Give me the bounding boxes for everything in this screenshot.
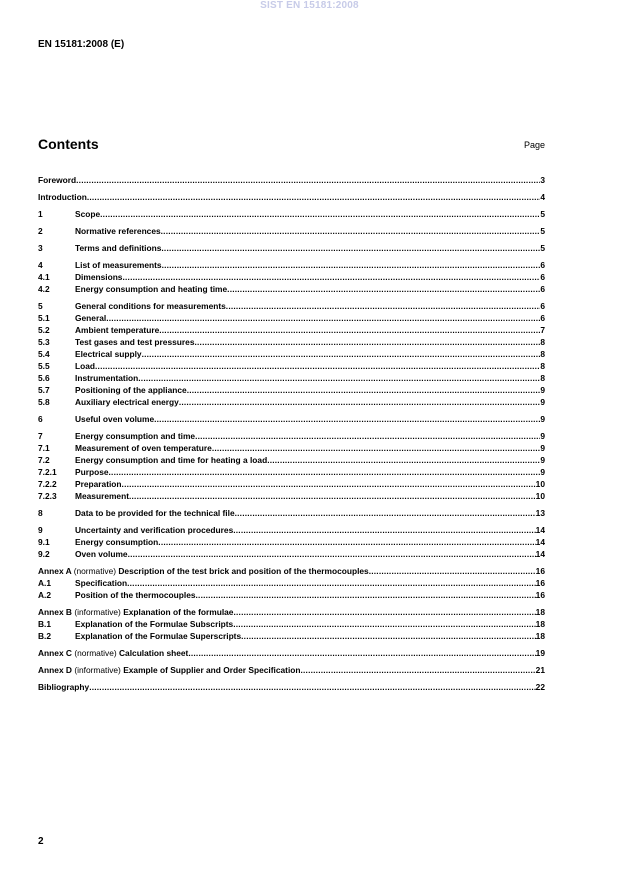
toc-dot-leader	[195, 430, 540, 442]
toc-dot-leader	[138, 372, 540, 384]
toc-entry-title: Electrical supply	[75, 349, 142, 359]
toc-entry-number: 5.7	[38, 385, 50, 395]
toc-entry-title: Auxiliary electrical energy	[75, 397, 179, 407]
toc-entry-title	[38, 565, 369, 577]
toc-entry-page: 9	[540, 467, 545, 477]
toc-entry-title: Normative references	[75, 226, 161, 236]
toc-entry-page: 8	[540, 373, 545, 383]
toc-entry-page: 9	[540, 385, 545, 395]
toc-annex-label: Annex B	[38, 607, 72, 617]
toc-entry[interactable]	[38, 490, 545, 502]
contents-heading: Contents	[38, 136, 99, 152]
toc-entry[interactable]	[38, 312, 545, 324]
toc-entry[interactable]	[38, 384, 545, 396]
toc-entry-page: 19	[535, 648, 545, 658]
toc-dot-leader	[235, 507, 536, 519]
page-column-label: Page	[523, 140, 545, 150]
toc-group	[38, 208, 545, 220]
toc-group	[38, 606, 545, 642]
toc-entry-page: 5	[540, 226, 545, 236]
toc-annex-title: Example of Supplier and Order Specification	[123, 665, 301, 675]
toc-entry-title: Energy consumption	[75, 537, 159, 547]
toc-dot-leader	[129, 490, 536, 502]
toc-dot-leader	[122, 271, 540, 283]
toc-annex-kind: (normative)	[74, 648, 117, 658]
toc-entry-number: 1	[38, 209, 43, 219]
toc-dot-leader	[226, 300, 541, 312]
toc-entry-title: Bibliography	[38, 682, 90, 692]
toc-entry[interactable]	[38, 536, 545, 548]
toc-entry-title: Dimensions	[75, 272, 123, 282]
toc-dot-leader	[161, 242, 540, 254]
toc-group	[38, 664, 545, 676]
toc-entry[interactable]	[38, 548, 545, 560]
toc-entry-number: 5.1	[38, 313, 50, 323]
toc-entry-title: Scope	[75, 209, 101, 219]
toc-entry-page: 14	[535, 525, 545, 535]
toc-entry-title: Positioning of the appliance	[75, 385, 187, 395]
toc-entry-page: 22	[535, 682, 545, 692]
toc-entry[interactable]	[38, 271, 545, 283]
toc-dot-leader	[227, 283, 540, 295]
toc-entry[interactable]	[38, 324, 545, 336]
toc-entry-title: General conditions for measurements	[75, 301, 226, 311]
toc-entry-title: Explanation of the Formulae Subscripts	[75, 619, 234, 629]
toc-entry-page: 18	[535, 607, 545, 617]
toc-entry-page: 18	[535, 631, 545, 641]
toc-entry[interactable]	[38, 577, 545, 589]
toc-entry-title: Terms and definitions	[75, 243, 162, 253]
toc-entry-page: 5	[540, 243, 545, 253]
toc-entry[interactable]	[38, 360, 545, 372]
toc-entry-title: Measurement	[75, 491, 129, 501]
toc-dot-leader	[233, 524, 535, 536]
toc-entry-page: 8	[540, 337, 545, 347]
toc-entry-page: 6	[540, 260, 545, 270]
toc-group	[38, 259, 545, 295]
toc-entry[interactable]	[38, 336, 545, 348]
toc-entry-page: 16	[535, 578, 545, 588]
toc-entry-title: Energy consumption and time for heating a load	[75, 455, 268, 465]
toc-dot-leader	[128, 548, 536, 560]
toc-entry-number: 5.3	[38, 337, 50, 347]
toc-annex-title: Explanation of the formulae	[123, 607, 234, 617]
toc-group	[38, 647, 545, 659]
toc-entry-title: Test gases and test pressures	[75, 337, 195, 347]
toc-entry-title: List of measurements	[75, 260, 162, 270]
toc-entry-number: B.2	[38, 631, 52, 641]
toc-entry-number: 7.2.2	[38, 479, 57, 489]
toc-entry[interactable]	[38, 589, 545, 601]
toc-dot-leader	[301, 664, 536, 676]
toc-entry-page: 21	[535, 665, 545, 675]
toc-dot-leader	[241, 630, 536, 642]
toc-entry-page: 6	[540, 313, 545, 323]
toc-dot-leader	[89, 681, 535, 693]
toc-entry[interactable]	[38, 283, 545, 295]
toc-annex-label: Annex D	[38, 665, 72, 675]
toc-entry-title: Explanation of the Formulae Superscripts	[75, 631, 242, 641]
toc-group	[38, 225, 545, 237]
toc-annex-kind: (informative)	[74, 665, 121, 675]
toc-entry-number: 4.2	[38, 284, 50, 294]
toc-entry-number: 5.6	[38, 373, 50, 383]
toc-entry-number: 9.1	[38, 537, 50, 547]
toc-dot-leader	[369, 565, 536, 577]
toc-group	[38, 430, 545, 502]
toc-entry[interactable]	[38, 242, 545, 254]
toc-entry[interactable]	[38, 225, 545, 237]
toc-entry[interactable]	[38, 372, 545, 384]
toc-dot-leader	[212, 442, 540, 454]
toc-entry-page: 9	[540, 431, 545, 441]
toc-entry-title	[38, 664, 301, 676]
toc-entry-page: 9	[540, 414, 545, 424]
toc-entry-title: Energy consumption and heating time	[75, 284, 228, 294]
toc-entry-number: 8	[38, 508, 43, 518]
toc-entry-title: Oven volume	[75, 549, 128, 559]
toc-entry-title: Purpose	[75, 467, 109, 477]
toc-entry[interactable]	[38, 413, 545, 425]
toc-entry[interactable]	[38, 565, 545, 577]
toc-entry-title: Ambient temperature	[75, 325, 160, 335]
toc-entry-page: 4	[540, 192, 545, 202]
toc-entry-title: Uncertainty and verification procedures	[75, 525, 234, 535]
toc-entry-page: 9	[540, 397, 545, 407]
toc-entry-page: 9	[540, 443, 545, 453]
toc-dot-leader	[233, 618, 535, 630]
toc-entry[interactable]	[38, 507, 545, 519]
toc-dot-leader	[154, 413, 540, 425]
toc-entry-number: 5.2	[38, 325, 50, 335]
toc-dot-leader	[95, 360, 540, 372]
toc-entry-page: 13	[535, 508, 545, 518]
toc-entry[interactable]	[38, 647, 545, 659]
toc-entry-page: 8	[540, 349, 545, 359]
toc-entry-page: 18	[535, 619, 545, 629]
toc-dot-leader	[127, 577, 536, 589]
toc-entry-number: 5	[38, 301, 43, 311]
toc-dot-leader	[233, 606, 535, 618]
toc-entry-title: Foreword	[38, 175, 77, 185]
toc-entry[interactable]	[38, 478, 545, 490]
toc-annex-kind: (informative)	[74, 607, 121, 617]
toc-dot-leader	[188, 647, 535, 659]
toc-dot-leader	[187, 384, 541, 396]
toc-entry-number: 5.5	[38, 361, 50, 371]
toc-entry[interactable]	[38, 664, 545, 676]
toc-entry-number: 7.2.1	[38, 467, 57, 477]
toc-group	[38, 507, 545, 519]
toc-entry-page: 7	[540, 325, 545, 335]
toc-entry-title	[38, 647, 188, 659]
toc-entry-title: General	[75, 313, 107, 323]
toc-annex-label: Annex A	[38, 566, 72, 576]
toc-group	[38, 565, 545, 601]
toc-entry[interactable]	[38, 300, 545, 312]
toc-entry[interactable]	[38, 524, 545, 536]
toc-entry-number: 5.8	[38, 397, 50, 407]
toc-entry-page: 14	[535, 549, 545, 559]
toc-annex-title: Calculation sheet	[119, 648, 189, 658]
toc-entry-number: 4	[38, 260, 43, 270]
toc-entry-page: 9	[540, 455, 545, 465]
toc-entry[interactable]	[38, 208, 545, 220]
toc-entry-title	[38, 606, 233, 618]
document-id: EN 15181:2008 (E)	[38, 39, 125, 50]
toc-dot-leader	[194, 336, 540, 348]
toc-entry[interactable]	[38, 442, 545, 454]
toc-entry-page: 6	[540, 284, 545, 294]
toc-dot-leader	[179, 396, 541, 408]
toc-entry-number: 9	[38, 525, 43, 535]
toc-entry-number: A.1	[38, 578, 52, 588]
toc-entry-title: Energy consumption and time	[75, 431, 196, 441]
toc-entry-page: 10	[535, 479, 545, 489]
toc-entry[interactable]	[38, 681, 545, 693]
toc-dot-leader	[76, 174, 540, 186]
toc-group	[38, 174, 545, 186]
toc-group	[38, 191, 545, 203]
watermark: SIST EN 15181:2008	[260, 0, 359, 11]
toc-entry-number: A.2	[38, 590, 52, 600]
toc-annex-kind: (normative)	[73, 566, 117, 576]
toc-entry-number: 3	[38, 243, 43, 253]
toc-entry[interactable]	[38, 606, 545, 618]
toc-dot-leader	[100, 208, 540, 220]
toc-entry[interactable]	[38, 174, 545, 186]
toc-entry-page: 14	[535, 537, 545, 547]
toc-entry-number: 7.2.3	[38, 491, 57, 501]
toc-entry[interactable]	[38, 430, 545, 442]
toc-entry[interactable]	[38, 259, 545, 271]
toc-entry-number: B.1	[38, 619, 52, 629]
toc-dot-leader	[161, 225, 541, 237]
toc-dot-leader	[158, 536, 535, 548]
toc-entry[interactable]	[38, 396, 545, 408]
toc-entry-page: 8	[540, 361, 545, 371]
toc-dot-leader	[196, 589, 536, 601]
toc-entry-page: 16	[535, 566, 545, 576]
toc-group	[38, 300, 545, 408]
toc-entry-title: Position of the thermocouples	[75, 590, 196, 600]
toc-dot-leader	[162, 259, 541, 271]
toc-dot-leader	[122, 478, 536, 490]
toc-entry-title: Load	[75, 361, 96, 371]
toc-group	[38, 524, 545, 560]
toc-entry-number: 4.1	[38, 272, 50, 282]
toc-dot-leader	[267, 454, 540, 466]
toc-entry-title: Useful oven volume	[75, 414, 155, 424]
toc-entry-number: 7	[38, 431, 43, 441]
toc-entry-number: 9.2	[38, 549, 50, 559]
toc-entry[interactable]	[38, 191, 545, 203]
toc-entry[interactable]	[38, 630, 545, 642]
toc-group	[38, 413, 545, 425]
toc-entry-page: 10	[535, 491, 545, 501]
toc-annex-title: Description of the test brick and position of the thermocouples	[118, 566, 369, 576]
toc-entry-title: Preparation	[75, 479, 122, 489]
toc-entry-number: 7.1	[38, 443, 50, 453]
toc-entry-title: Data to be provided for the technical file	[75, 508, 235, 518]
toc-entry-title: Specification	[75, 578, 128, 588]
toc-entry-title: Instrumentation	[75, 373, 139, 383]
toc-dot-leader	[142, 348, 541, 360]
toc-entry-title: Introduction	[38, 192, 87, 202]
toc-group	[38, 242, 545, 254]
toc-entry-page: 16	[535, 590, 545, 600]
toc-entry[interactable]	[38, 348, 545, 360]
toc-dot-leader	[109, 466, 541, 478]
toc-entry[interactable]	[38, 618, 545, 630]
toc-entry-title: Measurement of oven temperature	[75, 443, 212, 453]
toc-entry[interactable]	[38, 466, 545, 478]
toc-entry[interactable]	[38, 454, 545, 466]
toc-entry-number: 7.2	[38, 455, 50, 465]
toc-dot-leader	[106, 312, 540, 324]
toc-entry-page: 5	[540, 209, 545, 219]
toc-entry-number: 2	[38, 226, 43, 236]
toc-entry-page: 3	[540, 175, 545, 185]
toc-entry-number: 6	[38, 414, 43, 424]
toc-annex-label: Annex C	[38, 648, 72, 658]
toc-entry-page: 6	[540, 272, 545, 282]
toc-entry-number: 5.4	[38, 349, 50, 359]
toc-dot-leader	[159, 324, 540, 336]
toc-dot-leader	[87, 191, 540, 203]
table-of-contents	[38, 174, 545, 698]
page-number: 2	[38, 836, 44, 847]
toc-entry-page: 6	[540, 301, 545, 311]
toc-group	[38, 681, 545, 693]
